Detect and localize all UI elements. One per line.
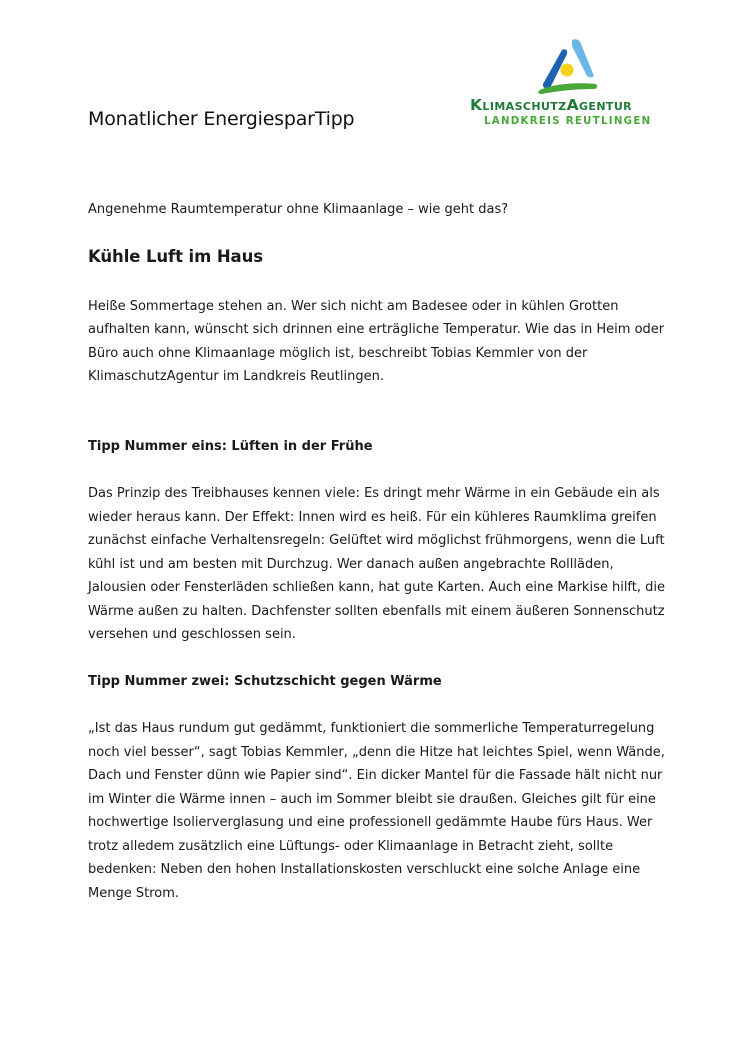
section-heading-1: Tipp Nummer eins: Lüften in der Frühe — [88, 438, 373, 454]
logo-name: KlimaschutzAgentur — [470, 96, 633, 114]
document-title: Monatlicher EnergiesparTipp — [88, 108, 355, 130]
section-heading-2: Tipp Nummer zwei: Schutzschicht gegen Wärme — [88, 673, 442, 689]
logo-emblem-icon — [532, 38, 604, 96]
article-headline: Kühle Luft im Haus — [88, 246, 263, 266]
section-body-2: „Ist das Haus rundum gut gedämmt, funktioniert die sommerliche Temperaturregelung noch viel besser“, sagt Tobias Kemmler, „denn die Hitze hat leichtes Spiel, wenn Wände, Dach und Fenster dünn wie Papier sind“. Ein dicker Mantel für die Fassade hält nicht nur im Winter die Wärme innen – auch im Sommer bleibt sie draußen. Gleiches gilt für eine hochwertige Isolierverglasung und eine professionell gedämmte Haube fürs Haus. Wer trotz alledem zusätzlich eine Lüftungs- oder Klimaanlage in Betracht zieht, sollte bedenken: Neben den hohen Installationskosten verschluckt eine solche Anlage eine Menge Strom. — [88, 721, 665, 901]
article-kicker: Angenehme Raumtemperatur ohne Klimaanlage – wie geht das? — [88, 202, 509, 217]
section-body-1: Das Prinzip des Treibhauses kennen viele: Es dringt mehr Wärme in ein Gebäude ein als wieder heraus kann. Der Effekt: Innen wird es heiß. Für ein kühleres Raumklima greifen zunächst einfache Verhaltensregeln: Gelüftet wird möglichst frühmorgens, wenn die Luft kühl ist und am besten mit Durchzug. Wer danach außen angebrachte Rollläden, Jalousien oder Fensterläden schließen kann, hat gute Karten. Auch eine Markise hilft, die Wärme außen zu halten. Dachfenster sollten ebenfalls mit einem äußeren Sonnenschutz versehen und geschlossen sein. — [88, 486, 666, 642]
article-body — [88, 198, 668, 905]
klimaschutzagentur-logo — [470, 38, 670, 130]
article-intro: Heiße Sommertage stehen an. Wer sich nicht am Badesee oder in kühlen Grotten aufhalten kann, wünscht sich drinnen eine erträgliche Temperatur. Wie das in Heim oder Büro auch ohne Klimaanlage möglich ist, beschreibt Tobias Kemmler von der KlimaschutzAgentur im Landkreis Reutlingen. — [88, 298, 665, 384]
logo-subtitle: LANDKREIS REUTLINGEN — [484, 116, 652, 127]
